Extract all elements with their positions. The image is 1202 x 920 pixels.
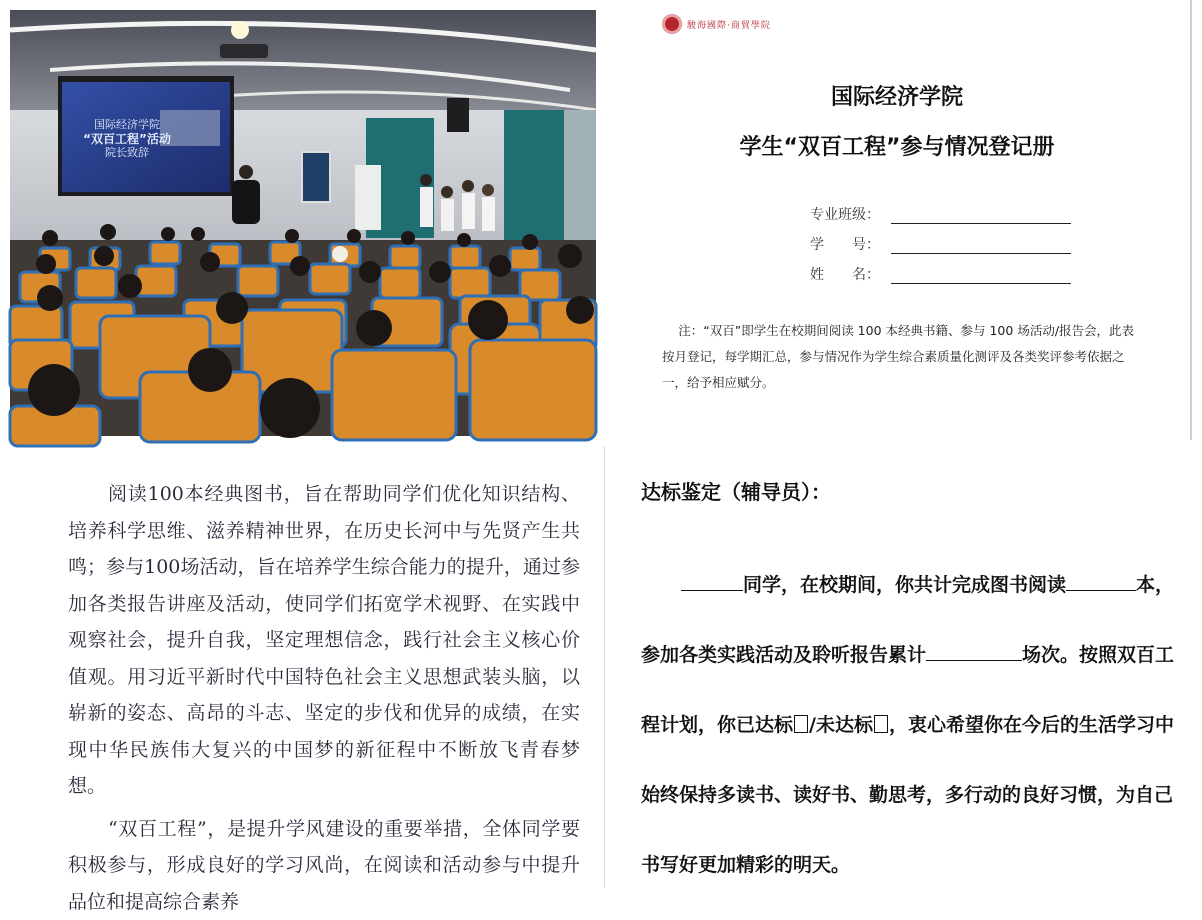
evaluation-page: [604, 446, 1202, 888]
intro-paragraph-1: 阅读100本经典图书，旨在帮助同学们优化知识结构、培养科学思维、滋养精神世界，在历史长河中与先贤产生共鸣；参与100场活动，旨在培养学生综合能力的提升，通过参加各类报告讲座及活动，使同学们拓宽学术视野、在实践中观察社会，提升自我，坚定理想信念，践行社会主义核心价值观。用习近平新时代中国特色社会主义思想武装头脑，以崭新的姿态、高昂的斗志、坚定的步伐和优异的成绩，在实现中华民族伟大复兴的中国梦的新征程中不断放飞青春梦想。: [14, 452, 594, 805]
seal-icon: [662, 14, 682, 34]
register-title: 学生“双百工程”参与情况登记册: [604, 130, 1190, 161]
intro-text-page: [14, 452, 594, 888]
school-name: 国际经济学院: [604, 80, 1190, 111]
evaluation-seg-5: ，衷心希望你在今后的生活学习中始终保持多读书、读好书、勤思考，多行动的良好习惯，为自己书写好更加精彩的明天。: [641, 714, 1174, 876]
evaluation-seg-4: /未达标: [809, 714, 873, 736]
field-student-id-label: 学 号：: [810, 234, 880, 254]
evaluation-seg-2: 本，参加各类实践活动及聆听报告累计: [641, 574, 1174, 666]
evaluation-seg-3: 场次。按照双百工程计划，你已达标: [641, 644, 1174, 736]
presenter: [239, 165, 253, 179]
school-logo: [662, 14, 771, 34]
register-cover: [604, 0, 1192, 440]
evaluation-body: [641, 550, 1181, 900]
classroom-photo: [10, 10, 596, 436]
field-major-class-line: [891, 222, 1071, 224]
blank-books-count: [1066, 589, 1136, 591]
logo-text: 駿海國際·商貿學院: [687, 18, 771, 31]
slide-line-1: 国际经济学院: [72, 118, 182, 132]
checkbox-qualified[interactable]: [794, 715, 808, 733]
evaluation-seg-1: 同学，在校期间，你共计完成图书阅读: [743, 574, 1066, 596]
intro-paragraph-2: “双百工程”，是提升学风建设的重要举措，全体同学要积极参与，形成良好的学习风尚，在阅读和活动参与中提升品位和提高综合素养: [14, 805, 594, 920]
field-name-line: [891, 282, 1071, 284]
field-student-id-line: [891, 252, 1071, 254]
blank-activities-count: [926, 659, 1022, 661]
field-name-label: 姓 名：: [810, 264, 880, 284]
evaluation-title: 达标鉴定（辅导员）：: [641, 476, 831, 505]
slide-line-2: “双百工程”活动: [72, 132, 182, 146]
checkbox-not-qualified[interactable]: [874, 715, 888, 733]
register-note: 注：“双百”即学生在校期间阅读 100 本经典书籍、参与 100 场活动/报告会，此表按月登记，每学期汇总，参与情况作为学生综合素质量化测评及各类奖评参考依据之一，给予相应赋分。: [662, 318, 1142, 396]
slide-line-3: 院长致辞: [72, 146, 182, 160]
classroom-scene: [10, 10, 596, 436]
blank-student-name: [681, 589, 743, 591]
field-major-class-label: 专业班级：: [810, 204, 880, 224]
